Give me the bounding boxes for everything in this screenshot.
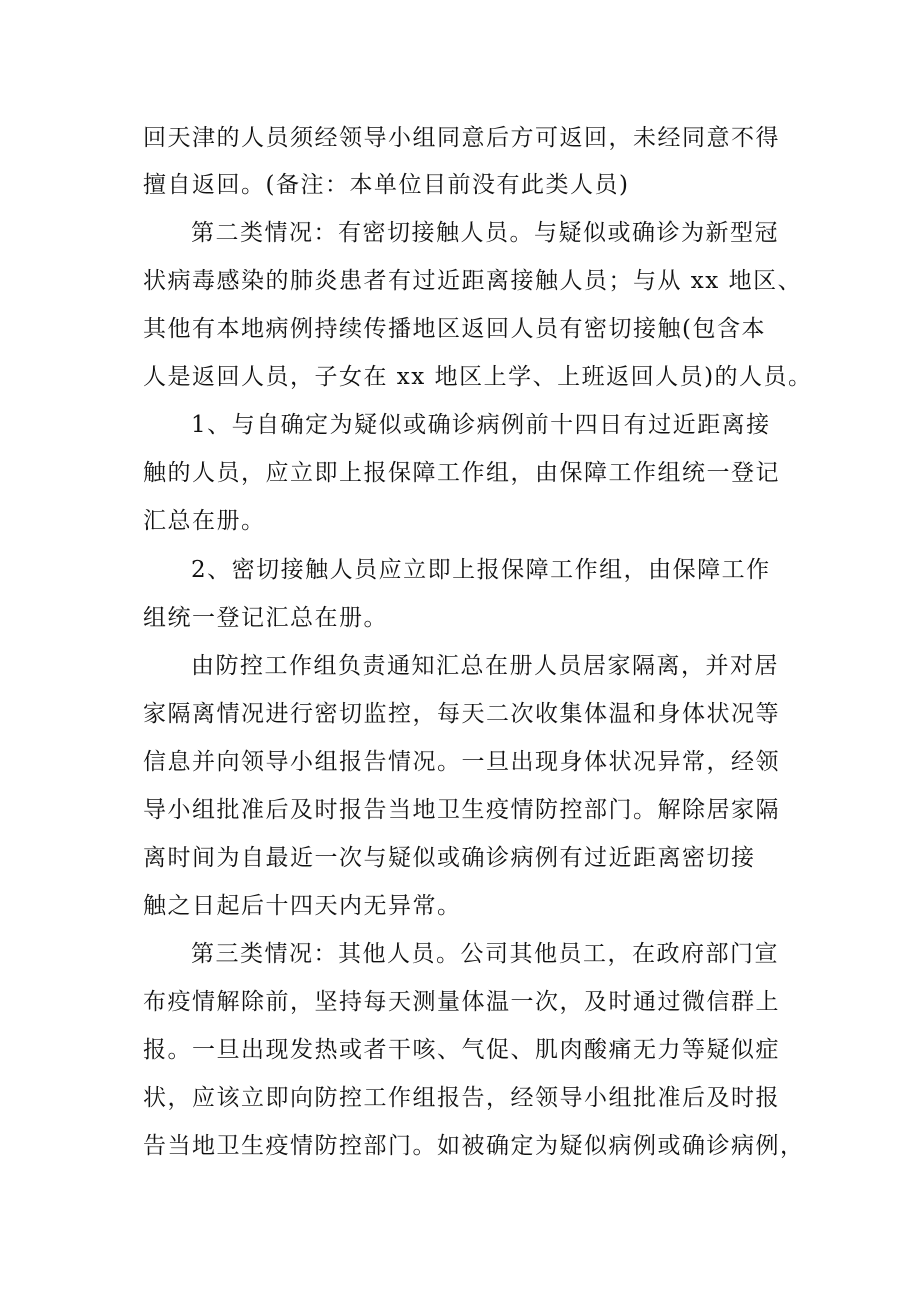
paragraph-start-line: 第二类情况：有密切接触人员。与疑似或确诊为新型冠: [191, 220, 779, 246]
paragraph-start-line: 1、与自确定为疑似或确诊病例前十四日有过近距离接: [191, 412, 771, 438]
text-line: 触的人员，应立即上报保障工作组，由保障工作组统一登记: [143, 460, 780, 486]
text-line: 离时间为自最近一次与疑似或确诊病例有过近距离密切接: [143, 845, 756, 871]
text-line: 组统一登记汇总在册。: [143, 605, 388, 631]
text-line: 导小组批准后及时报告当地卫生疫情防控部门。解除居家隔: [143, 797, 780, 823]
text-line: 报。一旦出现发热或者干咳、气促、肌肉酸痛无力等疑似症: [143, 1037, 780, 1063]
text-line: 信息并向领导小组报告情况。一旦出现身体状况异常，经领: [143, 749, 780, 775]
text-line: 擅自返回。(备注：本单位目前没有此类人员): [143, 172, 630, 198]
text-line: 状病毒感染的肺炎患者有过近距离接触人员；与从 xx 地区、: [143, 268, 803, 294]
text-line: 触之日起后十四天内无异常。: [143, 893, 462, 919]
text-line: 其他有本地病例持续传播地区返回人员有密切接触(包含本: [143, 316, 766, 342]
text-line: 汇总在册。: [143, 508, 266, 534]
paragraph-start-line: 第三类情况：其他人员。公司其他员工，在政府部门宣: [191, 941, 779, 967]
text-line: 回天津的人员须经领导小组同意后方可返回，未经同意不得: [143, 125, 780, 151]
text-line: 家隔离情况进行密切监控，每天二次收集体温和身体状况等: [143, 701, 780, 727]
text-line: 布疫情解除前，坚持每天测量体温一次，及时通过微信群上: [143, 989, 780, 1015]
text-line: 状，应该立即向防控工作组报告，经领导小组批准后及时报: [143, 1085, 780, 1111]
text-line: 告当地卫生疫情防控部门。如被确定为疑似病例或确诊病例，: [143, 1133, 805, 1159]
paragraph-start-line: 由防控工作组负责通知汇总在册人员居家隔离，并对居: [191, 653, 779, 679]
text-line: 人是返回人员，子女在 xx 地区上学、上班返回人员)的人员。: [143, 364, 813, 390]
paragraph-start-line: 2、密切接触人员应立即上报保障工作组，由保障工作: [191, 557, 771, 583]
